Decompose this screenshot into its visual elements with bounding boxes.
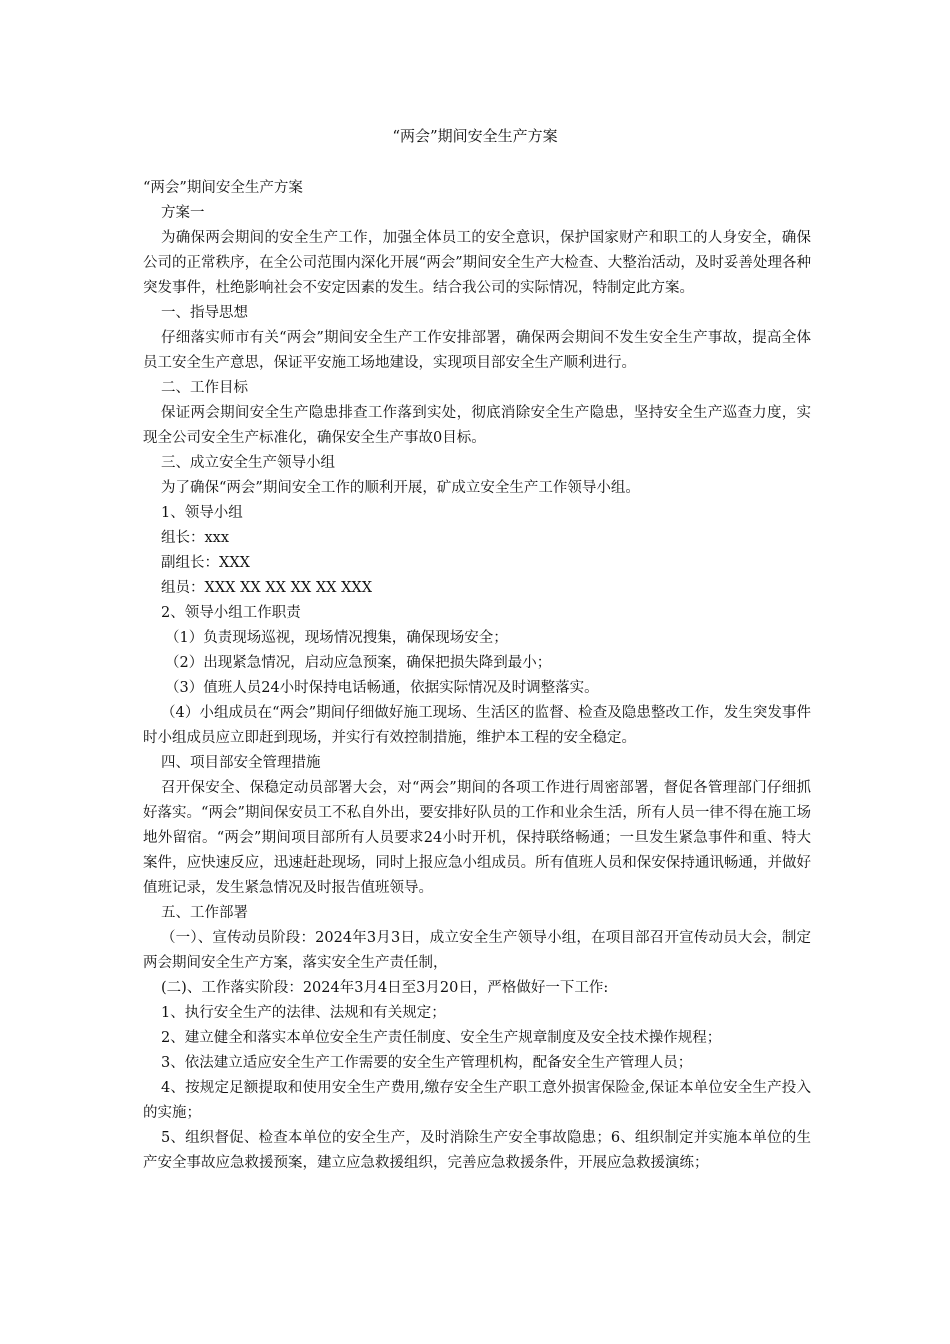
paragraph: 为确保两会期间的安全生产工作，加强全体员工的安全意识，保护国家财产和职工的人身安全，确保公司的正常秩序，在全公司范围内深化开展“两会”期间安全生产大检查、大整治活动，及时妥善处理各种突发事件，杜绝影响社会不安定因素的发生。结合我公司的实际情况，特制定此方案。 [143,230,811,296]
paragraph: 三、成立安全生产领导小组 [161,455,335,471]
paragraph: 1、执行安全生产的法律、法规和有关规定； [161,1005,446,1021]
paragraph: （一）、宣传动员阶段：2024年3月3日，成立安全生产领导小组，在项目部召开宣传动员大会，制定两会期间安全生产方案，落实安全生产责任制， [143,930,811,971]
paragraph: 组长：xxx [161,530,230,546]
paragraph: “两会”期间安全生产方案 [143,180,303,196]
paragraph: 副组长：XXX [161,555,250,571]
paragraph: 2、领导小组工作职责 [161,605,301,621]
paragraph: （3）值班人员24小时保持电话畅通，依据实际情况及时调整落实。 [165,680,599,696]
paragraph: 二、工作目标 [161,380,248,396]
paragraph: 五、工作部署 [161,905,248,921]
paragraph: （4）小组成员在“两会”期间仔细做好施工现场、生活区的监督、检查及隐患整改工作，发生突发事件时小组成员应立即赶到现场，并实行有效控制措施，维护本工程的安全稳定。 [143,705,811,746]
paragraph: 方案一 [161,205,205,221]
document-body [143,176,811,1176]
paragraph: 1、领导小组 [161,505,243,521]
paragraph: 为了确保“两会”期间安全工作的顺利开展，矿成立安全生产工作领导小组。 [161,480,640,496]
paragraph: (二)、工作落实阶段：2024年3月4日至3月20日，严格做好一下工作: [161,980,609,996]
paragraph: 四、项目部安全管理措施 [161,755,321,771]
paragraph: 2、建立健全和落实本单位安全生产责任制度、安全生产规章制度及安全技术操作规程； [161,1030,722,1046]
paragraph: 一、指导思想 [161,305,248,321]
paragraph: 召开保安全、保稳定动员部署大会，对“两会”期间的各项工作进行周密部署，督促各管理部门仔细抓好落实。“两会”期间保安员工不私自外出，要安排好队员的工作和业余生活，所有人员一律不得在施工场地外留宿。“两会”期间项目部所有人员要求24小时开机，保持联络畅通；一旦发生紧急事件和重、特大案件，应快速反应，迅速赶赴现场，同时上报应急小组成员。所有值班人员和保安保持通讯畅通，并做好值班记录，发生紧急情况及时报告值班领导。 [143,780,811,896]
paragraph: 5、组织督促、检查本单位的安全生产，及时消除生产安全事故隐患；6、组织制定并实施本单位的生产安全事故应急救援预案，建立应急救援组织，完善应急救援条件，开展应急救援演练； [143,1130,811,1171]
paragraph: 保证两会期间安全生产隐患排查工作落到实处，彻底消除安全生产隐患，坚持安全生产巡查力度，实现全公司安全生产标准化，确保安全生产事故0目标。 [143,405,811,446]
paragraph: 3、依法建立适应安全生产工作需要的安全生产管理机构，配备安全生产管理人员； [161,1055,693,1071]
paragraph: （2）出现紧急情况，启动应急预案，确保把损失降到最小； [165,655,552,671]
paragraph: 组员：XXX XX XX XX XX XXX [161,580,373,596]
paragraph: 4、按规定足额提取和使用安全生产费用,缴存安全生产职工意外损害保险金,保证本单位安全生产投入的实施； [143,1080,811,1121]
paragraph: 仔细落实师市有关“两会”期间安全生产工作安排部署，确保两会期间不发生安全生产事故，提高全体员工安全生产意思，保证平安施工场地建设，实现项目部安全生产顺利进行。 [143,330,811,371]
paragraph: （1）负责现场巡视，现场情况搜集，确保现场安全； [165,630,508,646]
document-title: “两会”期间安全生产方案 [392,127,558,145]
